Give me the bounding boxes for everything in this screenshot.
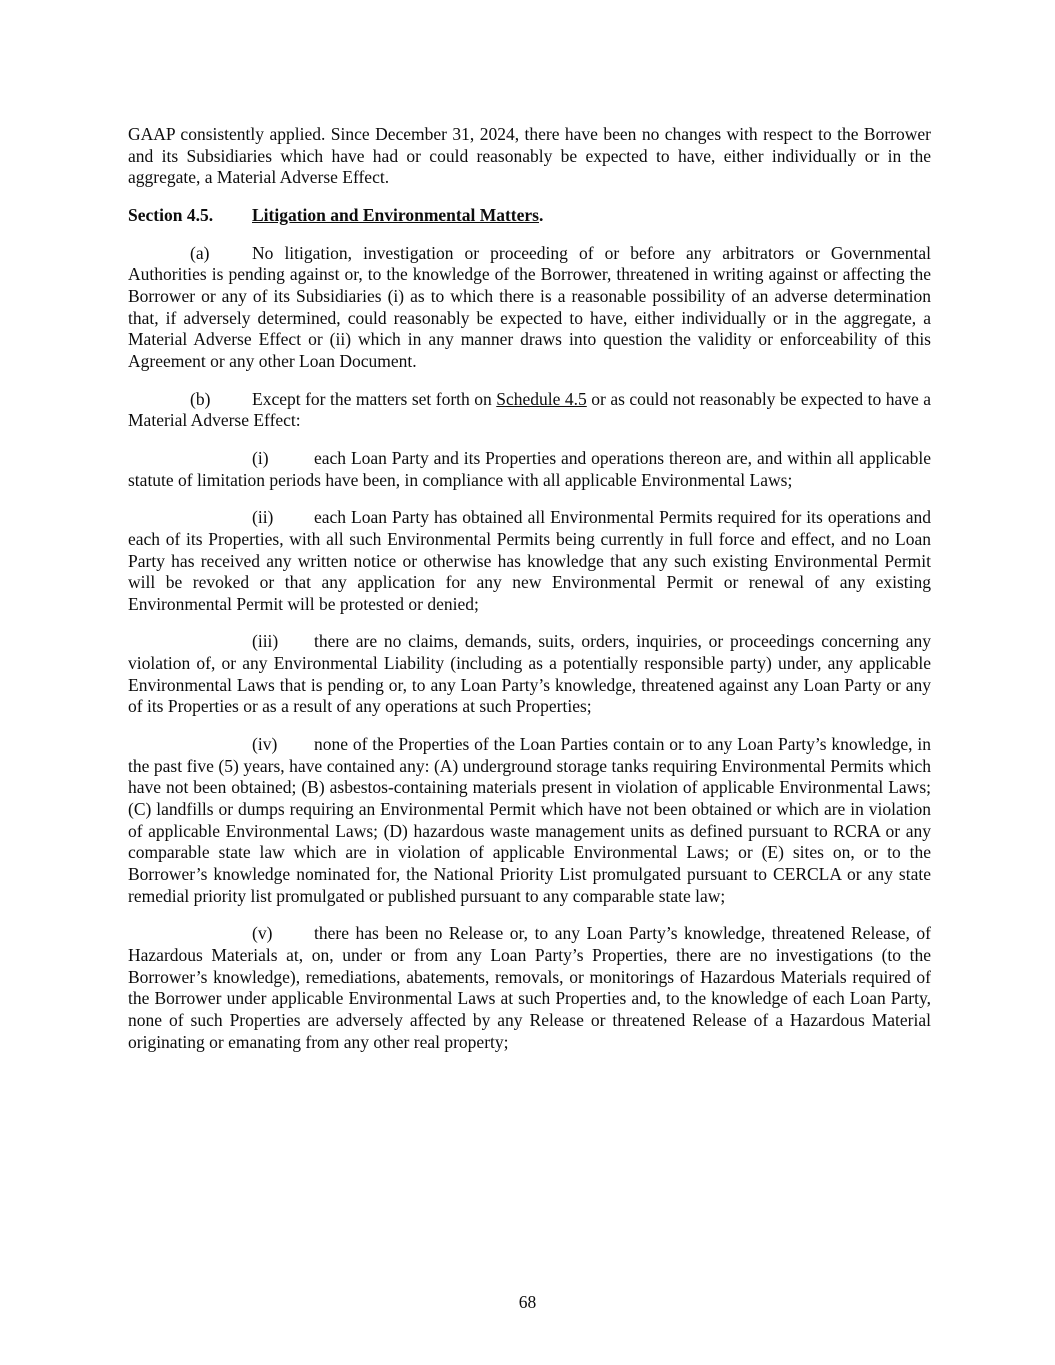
page-content xyxy=(128,124,931,1053)
subsection-b-label: (b) xyxy=(190,388,211,409)
clause-iii xyxy=(128,631,931,718)
subsection-a-label: (a) xyxy=(190,242,210,263)
subsection-a xyxy=(128,243,931,373)
subsection-a-text: No litigation, investigation or proceeding of or before any arbitrators or Governmental Authorities is pending against or, to the knowledge of the Borrower, threatened in writing against or affecting the Borrower or any of its Subsidiaries (i) as to which there is a reasonable possibility of an adverse determination that, if adversely determined, could reasonably be expected to have, either individually or in the aggregate, a Material Adverse Effect or (ii) which in any manner draws into question the validity or enforceability of this Agreement or any other Loan Document. xyxy=(128,242,931,371)
clause-i xyxy=(128,448,931,491)
clause-ii xyxy=(128,507,931,615)
clause-v-label: (v) xyxy=(252,923,273,944)
section-number: Section 4.5. xyxy=(128,204,214,225)
section-title-period: . xyxy=(538,204,544,225)
subsection-b-text-before: Except for the matters set forth on xyxy=(252,388,497,409)
clause-v xyxy=(128,923,931,1053)
clause-i-label: (i) xyxy=(252,447,269,468)
clause-i-text: each Loan Party and its Properties and operations thereon are, and within all applicable statute of limitation periods have been, in compliance with all applicable Environmental Laws; xyxy=(128,447,931,490)
clause-iii-label: (iii) xyxy=(252,631,279,652)
intro-paragraph: GAAP consistently applied. Since December 31, 2024, there have been no changes with respect to the Borrower and its Subsidiaries which have had or could reasonably be expected to have, either individually or in the aggregate, a Material Adverse Effect. xyxy=(128,124,931,188)
clause-ii-label: (ii) xyxy=(252,507,274,528)
clause-iv-text: none of the Properties of the Loan Parties contain or to any Loan Party’s knowledge, in the past five (5) years, have contained any: (A) underground storage tanks requiring Environmental Permits which have not been obtained; (B) asbestos-containing materials present in violation of applicable Environmental Laws; (C) landfills or dumps requiring an Environmental Permit which have not been obtained or which are in violation of applicable Environmental Laws; (D) hazardous waste management units as defined pursuant to RCRA or any comparable state law which are in violation of applicable Environmental Laws; or (E) sites on, or to the Borrower’s knowledge nominated for, the National Priority List promulgated pursuant to CERCLA or any state remedial priority list promulgated or published pursuant to any comparable state law; xyxy=(128,734,931,906)
clause-v-text: there has been no Release or, to any Loan Party’s knowledge, threatened Release, of Hazardous Materials at, on, under or from any Loan Party’s Properties, there are no investigations (to the Borrower’s knowledge), remediations, abatements, removals, or monitorings of Hazardous Materials required of the Borrower under applicable Environmental Laws at such Properties and, to the knowledge of each Loan Party, none of such Properties are adversely affected by any Release or threatened Release of a Hazardous Material originating or emanating from any other real property; xyxy=(128,923,931,1052)
clause-iv xyxy=(128,734,931,907)
section-heading xyxy=(128,205,931,227)
subsection-b xyxy=(128,389,931,432)
section-title: Litigation and Environmental Matters xyxy=(252,204,539,225)
subsection-b-text-after: or as could not reasonably be expected to have a Material Adverse Effect: xyxy=(128,388,931,431)
clause-ii-text: each Loan Party has obtained all Environmental Permits required for its operations and each of its Properties, with all such Environmental Permits being currently in full force and effect, and no Loan Party has received any written notice or otherwise has knowledge that any such existing Environmental Permit will be revoked or that any application for any new Environmental Permit or renewal of any existing Environmental Permit will be protested or denied; xyxy=(128,507,931,614)
clause-iii-text: there are no claims, demands, suits, orders, inquiries, or proceedings concerning any violation of, or any Environmental Liability (including as a potentially responsible party) under, any applicable Environmental Laws that is pending or, to any Loan Party’s knowledge, threatened against any Loan Party or any of its Properties or as a result of any operations at such Properties; xyxy=(128,631,931,717)
schedule-4-5-reference: Schedule 4.5 xyxy=(496,388,587,409)
clause-iv-label: (iv) xyxy=(252,734,278,755)
page-number: 68 xyxy=(518,1292,537,1312)
